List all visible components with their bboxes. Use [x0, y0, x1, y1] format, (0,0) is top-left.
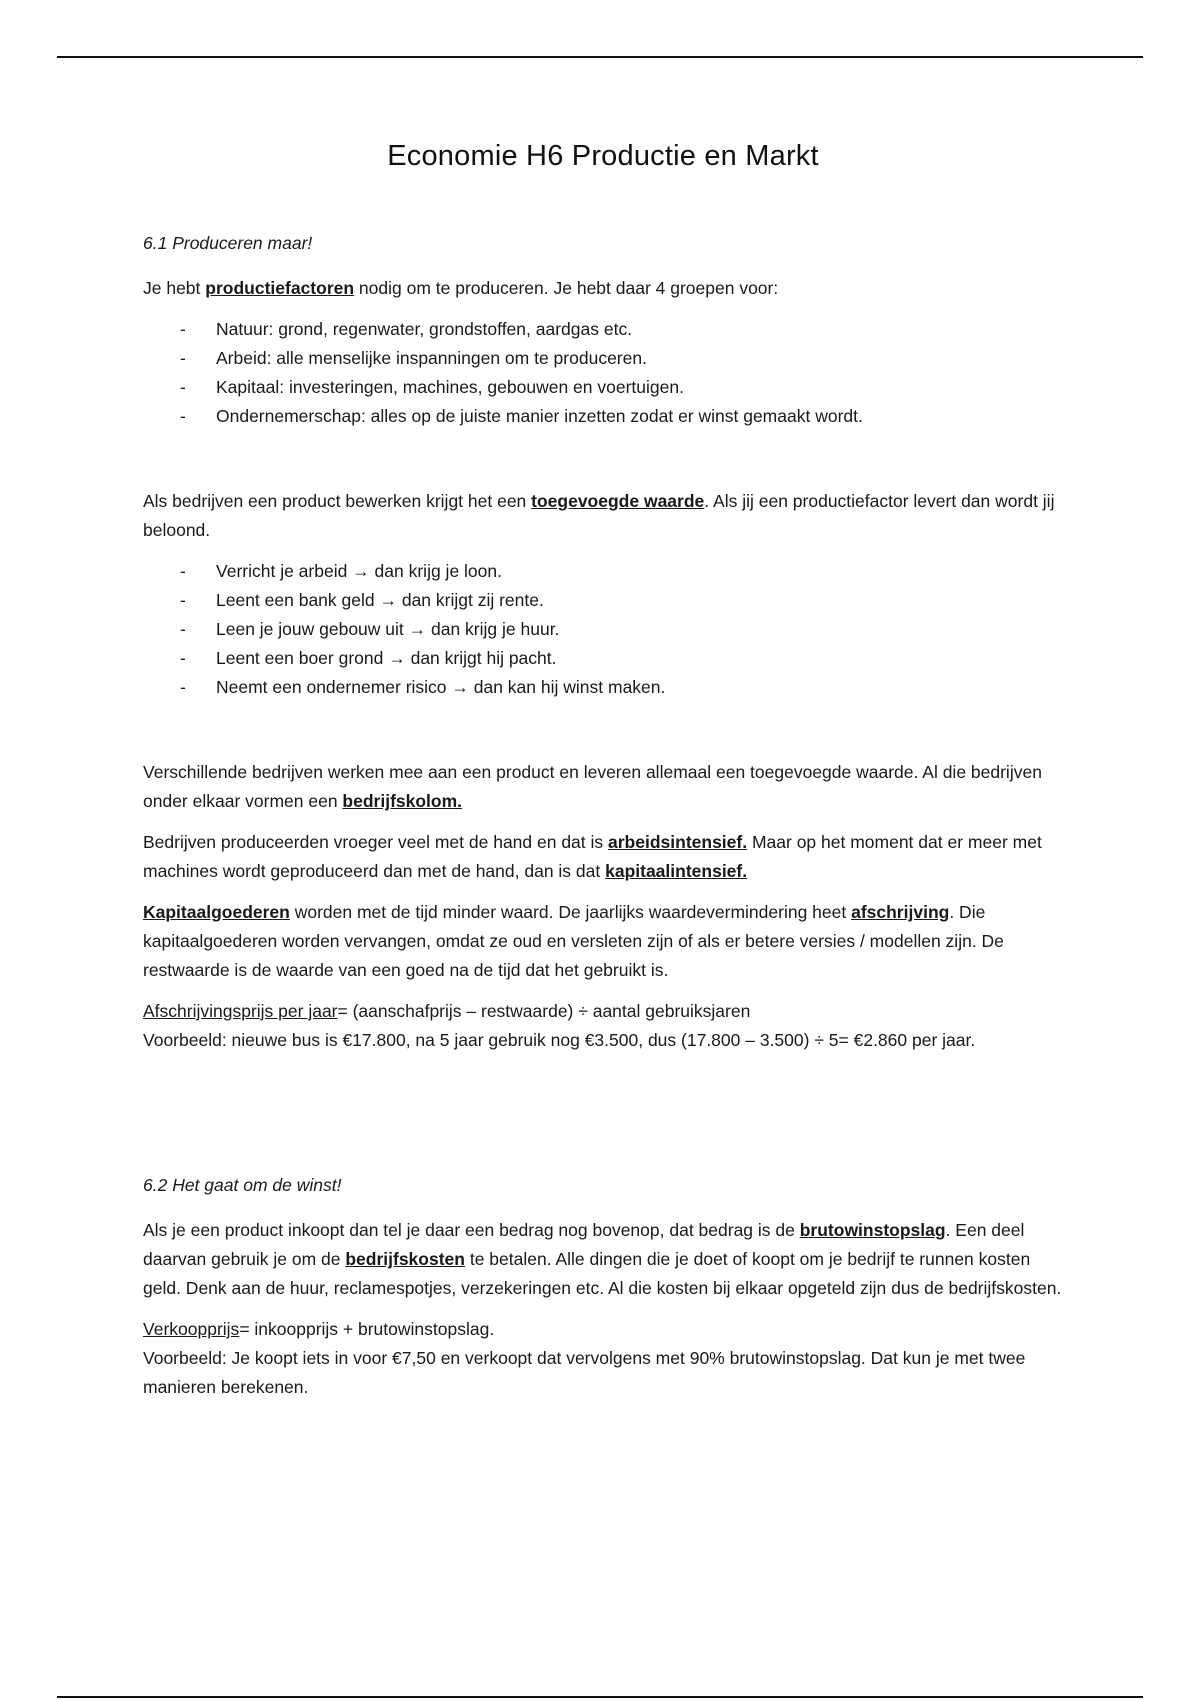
text: Verschillende bedrijven werken mee aan een product en leveren allemaal een toegevoegde waarde. Al die bedrijven onder elkaar vormen een: [143, 762, 1042, 811]
list-item: - Leent een boer grond → dan krijgt hij pacht.: [143, 644, 1063, 673]
keyword-kapitaalgoederen: Kapitaalgoederen: [143, 902, 290, 922]
list-item: - Kapitaal: investeringen, machines, gebouwen en voertuigen.: [143, 373, 1063, 402]
formula-term: Verkoopprijs: [143, 1319, 240, 1339]
keyword-productiefactoren: productiefactoren: [205, 278, 355, 298]
keyword-arbeidsintensief: arbeidsintensief.: [608, 832, 748, 852]
example-text: Voorbeeld: Je koopt iets in voor €7,50 en verkoopt dat vervolgens met 90% brutowinstopslag. Dat kun je met twee manieren berekenen.: [143, 1348, 1026, 1397]
text: worden met de tijd minder waard. De jaarlijks waardevermindering heet: [289, 902, 852, 922]
list-item: - Leen je jouw gebouw uit → dan krijg je huur.: [143, 615, 1063, 644]
intensief-paragraph: [143, 828, 1063, 886]
text: Als bedrijven een product bewerken krijgt het een: [143, 491, 532, 511]
list-item: - Ondernemerschap: alles op de juiste manier inzetten zodat er winst gemaakt wordt.: [143, 402, 1063, 431]
section-heading-6-2: 6.2 Het gaat om de winst!: [143, 1175, 342, 1195]
text: Als je een product inkoopt dan tel je daar een bedrag nog bovenop, dat bedrag is de: [143, 1220, 800, 1240]
list-item: - Arbeid: alle menselijke inspanningen om te produceren.: [143, 344, 1063, 373]
factors-list: [143, 315, 1063, 431]
document-page: [143, 140, 1063, 1414]
text: Bedrijven produceerden vroeger veel met de hand en dat is: [143, 832, 609, 852]
text: Je hebt: [143, 278, 206, 298]
keyword-afschrijving: afschrijving: [851, 902, 950, 922]
keyword-brutowinstopslag: brutowinstopslag: [799, 1220, 946, 1240]
bedrijfskolom-paragraph: [143, 758, 1063, 816]
footer-rule: [57, 1696, 1143, 1698]
afschrijving-formula-paragraph: [143, 997, 1063, 1055]
rewards-list: [143, 557, 1063, 702]
header-rule: [57, 56, 1143, 58]
text: . Als jij een productiefactor levert dan wordt jij beloond.: [143, 491, 1055, 540]
keyword-bedrijfskolom: bedrijfskolom.: [342, 791, 463, 811]
text: nodig om te produceren. Je hebt daar 4 groepen voor:: [354, 278, 779, 298]
intro-paragraph: [143, 274, 1063, 303]
list-item: - Leent een bank geld → dan krijgt zij rente.: [143, 586, 1063, 615]
text: Maar op het moment dat er meer met machines wordt geproduceerd dan met de hand, dan is dat: [143, 832, 1042, 881]
text: . Een deel daarvan gebruik je om de: [143, 1220, 1025, 1269]
formula-body: = inkoopprijs + brutowinstopslag.: [239, 1319, 495, 1339]
list-item: - Natuur: grond, regenwater, grondstoffen, aardgas etc.: [143, 315, 1063, 344]
list-item: - Neemt een ondernemer risico → dan kan hij winst maken.: [143, 673, 1063, 702]
formula-term: Afschrijvingsprijs per jaar: [143, 1001, 338, 1021]
keyword-bedrijfskosten: bedrijfskosten: [345, 1249, 465, 1269]
keyword-kapitaalintensief: kapitaalintensief.: [605, 861, 748, 881]
text: te betalen. Alle dingen die je doet of koopt om je bedrijf te runnen kosten geld. Denk aan de huur, reclamespotjes, verzekeringen etc. Al die kosten bij elkaar opgeteld zijn dus de bedrijfskosten.: [143, 1249, 1062, 1298]
brutowinst-paragraph: [143, 1216, 1063, 1303]
example-text: Voorbeeld: nieuwe bus is €17.800, na 5 jaar gebruik nog €3.500, dus (17.800 – 3.500) ÷ 5= €2.860 per jaar.: [143, 1030, 976, 1050]
list-item: - Verricht je arbeid → dan krijg je loon.: [143, 557, 1063, 586]
page-title: Economie H6 Productie en Markt: [387, 140, 819, 172]
keyword-toegevoegde-waarde: toegevoegde waarde: [531, 491, 705, 511]
text: . Die kapitaalgoederen worden vervangen, omdat ze oud en versleten zijn of als er betere versies / modellen zijn. De restwaarde is de waarde van een goed na de tijd dat het gebruikt is.: [143, 902, 1004, 980]
formula-body: = (aanschafprijs – restwaarde) ÷ aantal gebruiksjaren: [337, 1001, 751, 1021]
verkoopprijs-formula-paragraph: [143, 1315, 1063, 1402]
section-heading-6-1: 6.1 Produceren maar!: [143, 233, 313, 253]
kapitaalgoederen-paragraph: [143, 898, 1063, 985]
added-value-paragraph: [143, 487, 1063, 545]
